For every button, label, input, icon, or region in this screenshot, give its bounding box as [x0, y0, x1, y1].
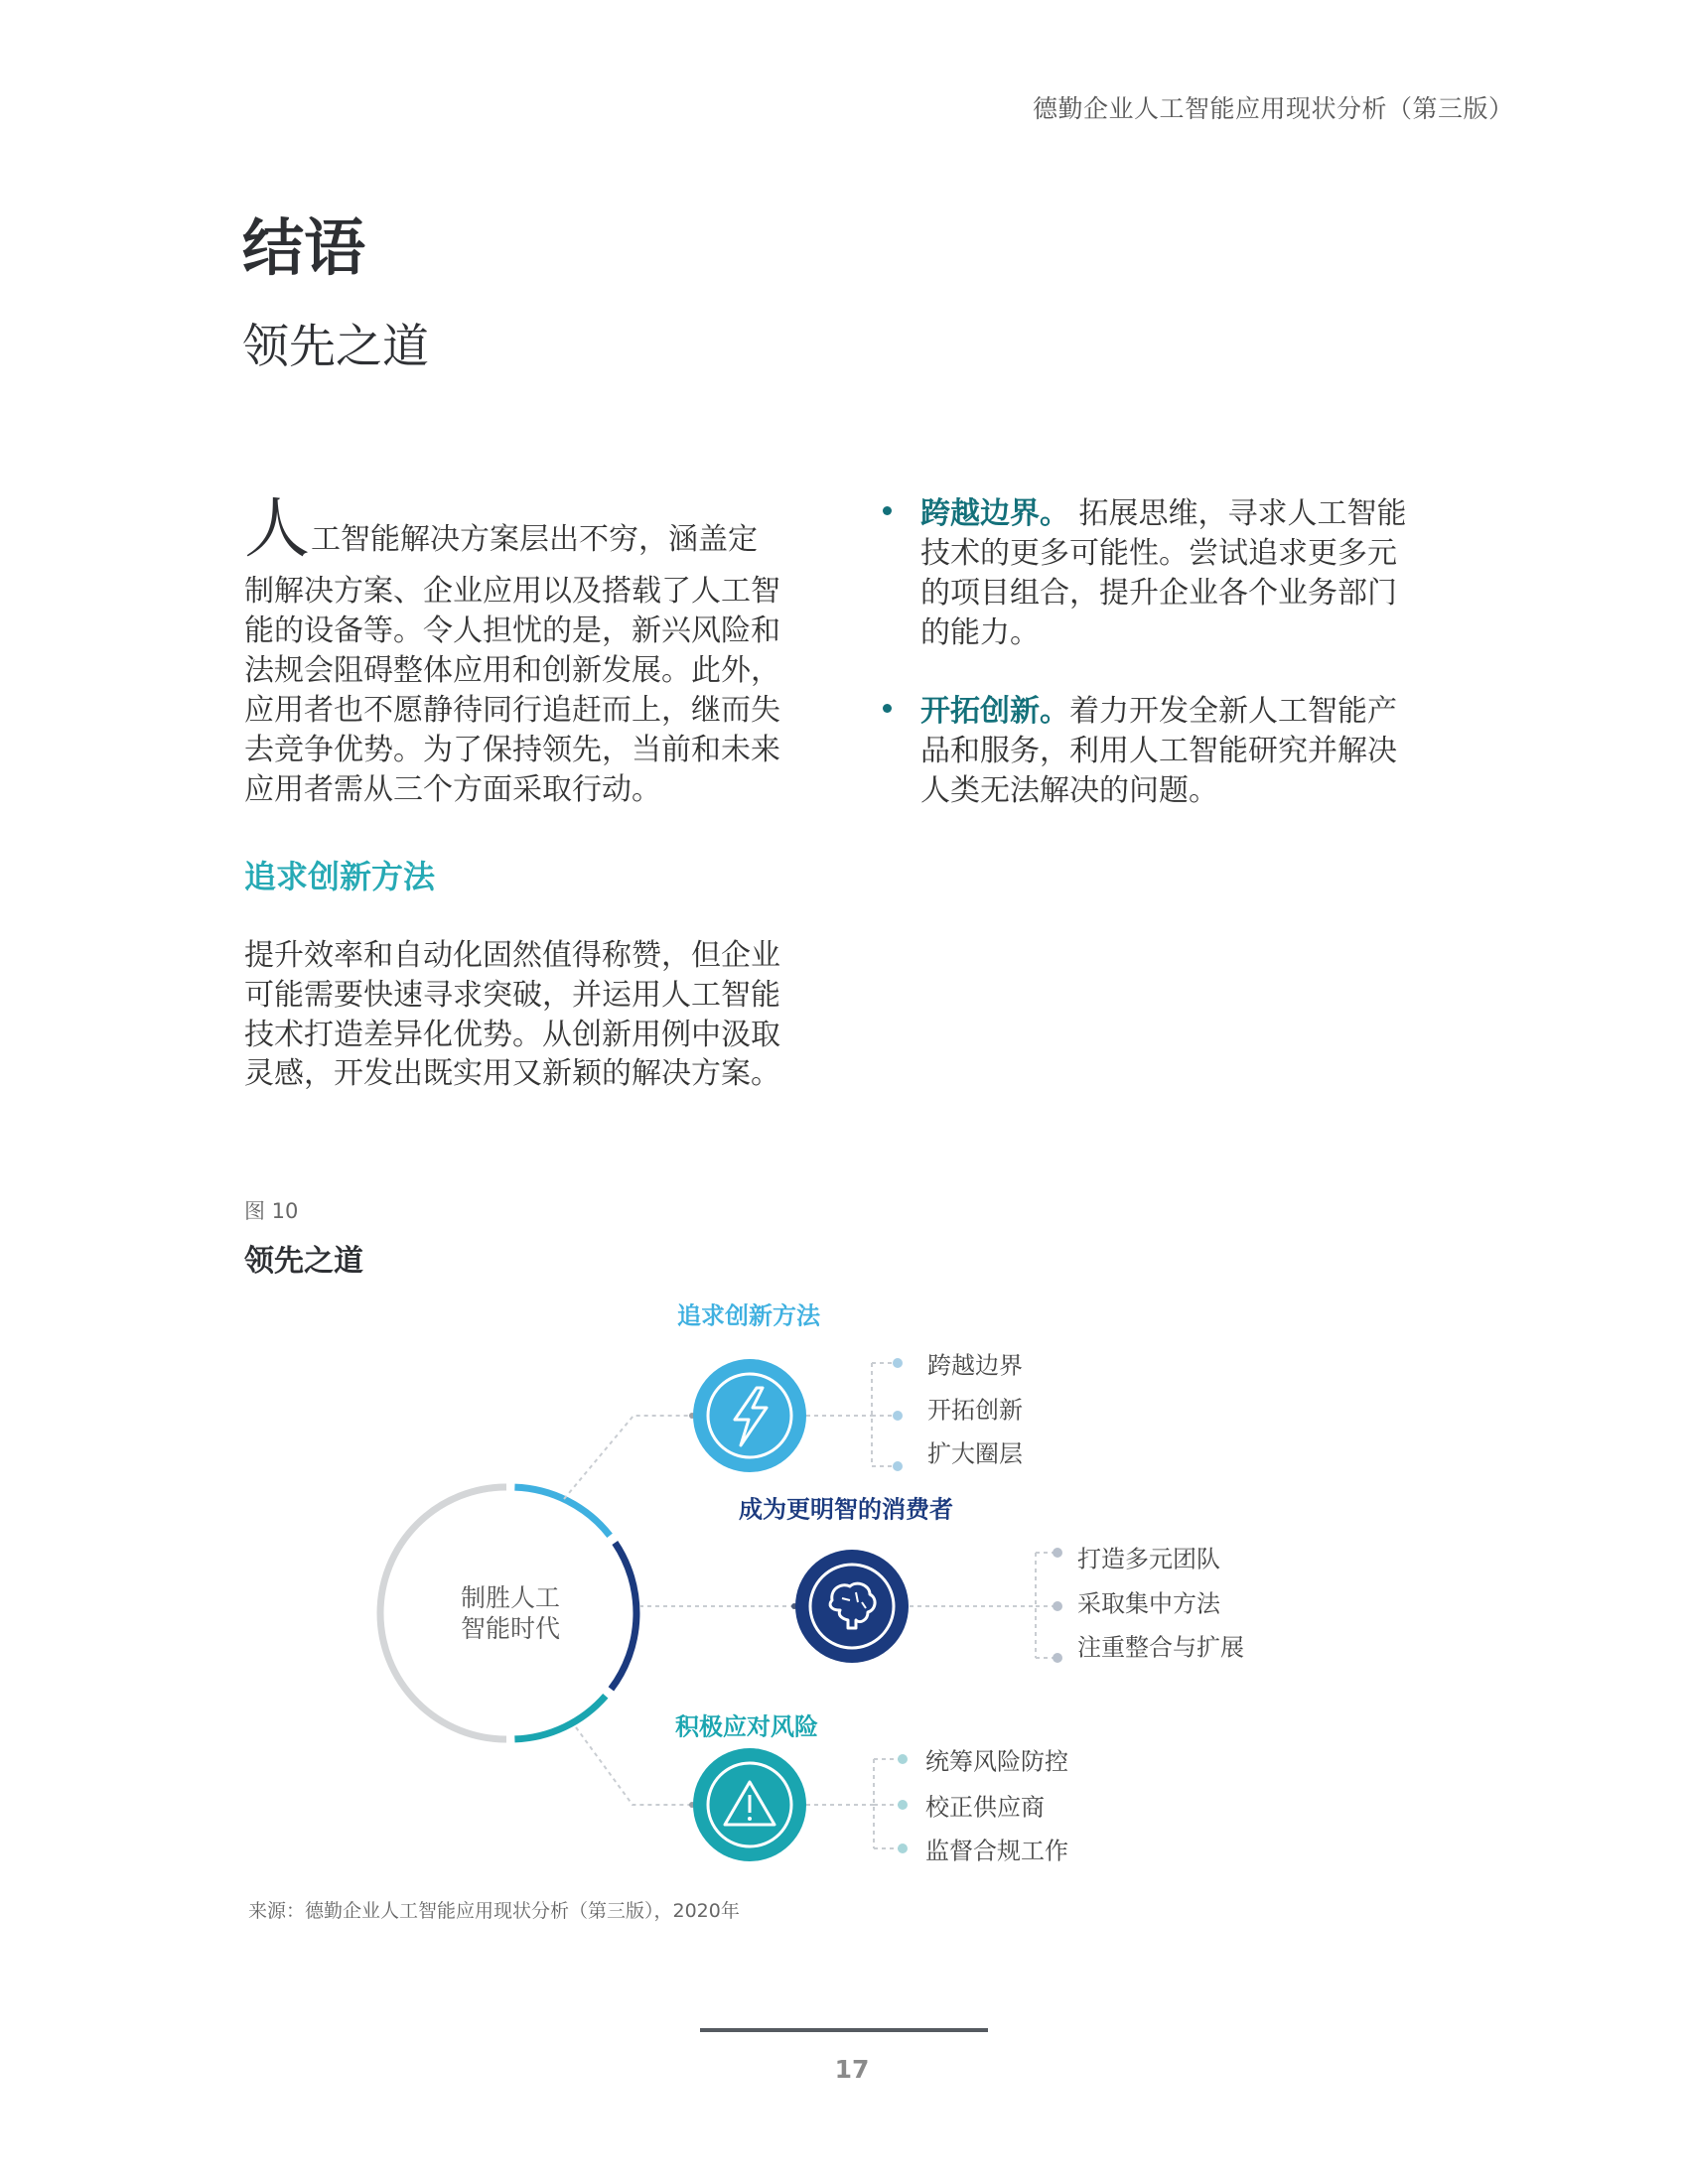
figure-source: 来源：德勤企业人工智能应用现状分析（第三版），2020年 — [248, 1900, 740, 1922]
figure-title: 领先之道 — [244, 1244, 363, 1279]
node-item: 扩大圈层 — [927, 1439, 1023, 1468]
node-item: 打造多元团队 — [1077, 1545, 1220, 1573]
bullet-line: 品和服务，利用人工智能研究并解决 — [920, 734, 1397, 768]
figure-label: 图 10 — [244, 1199, 299, 1223]
bullet-lead: 开拓创新。 — [920, 694, 1069, 729]
paragraph-line: 灵感，开发出既实用又新颖的解决方案。 — [244, 1056, 780, 1091]
bullet-line: 的能力。 — [920, 615, 1040, 650]
bullet-text: 着力开发全新人工智能产 — [1069, 694, 1397, 729]
paragraph-line: 去竞争优势。为了保持领先，当前和未来 — [244, 733, 780, 767]
node-innovation — [693, 1359, 806, 1472]
footer-divider — [700, 2028, 988, 2032]
node-item: 统筹风险防控 — [925, 1747, 1068, 1776]
bullet-lead: 跨越边界。 — [920, 496, 1069, 531]
paragraph-line: 能的设备等。令人担忧的是，新兴风险和 — [244, 614, 780, 648]
dropcap: 人 — [244, 490, 310, 567]
node-item: 跨越边界 — [927, 1351, 1023, 1380]
node-title-risk: 积极应对风险 — [675, 1712, 818, 1741]
page-number: 17 — [834, 2055, 870, 2084]
center-label-line: 智能时代 — [460, 1614, 561, 1643]
section-heading: 追求创新方法 — [244, 858, 436, 895]
paragraph-line: 制解决方案、企业应用以及搭载了人工智 — [244, 574, 780, 609]
node-risk — [693, 1748, 806, 1861]
bullet-line: 人类无法解决的问题。 — [920, 773, 1218, 808]
paragraph-line: 工智能解决方案层出不穷，涵盖定 — [311, 522, 758, 557]
paragraph-line: 应用者需从三个方面采取行动。 — [244, 772, 661, 807]
node-item: 监督合规工作 — [925, 1837, 1068, 1865]
bullet-line: 技术的更多可能性。尝试追求更多元 — [920, 536, 1397, 571]
bullet-text: 拓展思维，寻求人工智能 — [1069, 496, 1407, 531]
node-item: 校正供应商 — [925, 1793, 1045, 1822]
node-title-innovation: 追求创新方法 — [677, 1301, 820, 1330]
paragraph-line: 可能需要快速寻求突破，并运用人工智能 — [244, 978, 780, 1013]
page-subtitle: 领先之道 — [242, 320, 429, 374]
node-item: 采取集中方法 — [1077, 1589, 1220, 1618]
bullet-line: 的项目组合，提升企业各个业务部门 — [920, 576, 1397, 611]
node-consumer — [795, 1550, 909, 1663]
node-item: 开拓创新 — [927, 1396, 1023, 1425]
paragraph-line: 技术打造差异化优势。从创新用例中汲取 — [244, 1018, 780, 1052]
paragraph-line: 提升效率和自动化固然值得称赞，但企业 — [244, 938, 780, 973]
running-header: 德勤企业人工智能应用现状分析（第三版） — [1033, 94, 1514, 123]
center-label-line: 制胜人工 — [460, 1583, 561, 1612]
paragraph-line: 法规会阻碍整体应用和创新发展。此外， — [244, 653, 780, 688]
page-title: 结语 — [242, 211, 366, 284]
node-item: 注重整合与扩展 — [1077, 1633, 1244, 1662]
center-label — [461, 1582, 560, 1644]
node-title-consumer: 成为更明智的消费者 — [739, 1495, 953, 1524]
paragraph-line: 应用者也不愿静待同行追赶而上，继而失 — [244, 693, 780, 728]
